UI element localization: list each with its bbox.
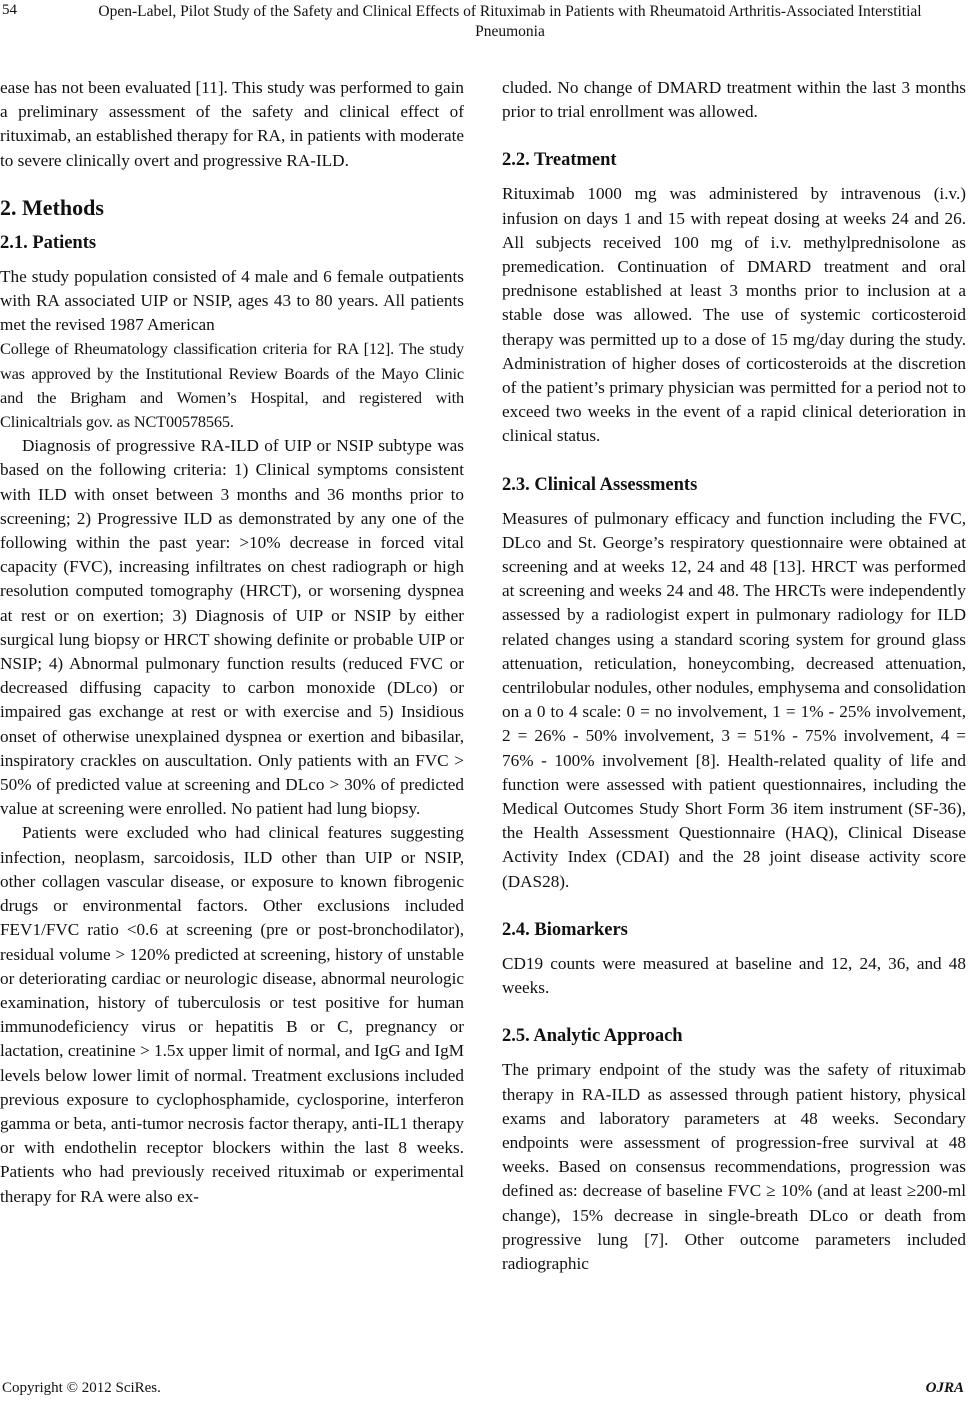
clinical-assessments-paragraph: Measures of pulmonary efficacy and function including the FVC, DLco and St. George’s respiratory questionnaire were obtained at screening and at weeks 12, 24 and 48 [13]. HRCT was performed at screening and weeks 24 and 48. The HRCTs were independently assessed by a radiologist expert in pulmonary radiology for ILD related changes using a standard scoring system for ground glass attenuation, reticulation, honeycombing, decreased attenuation, centrilobular nodules, other nodules, emphysema and consolidation on a 0 to 4 scale: 0 = no involvement, 1 = 1% - 25% involvement, 2 = 26% - 50% involvement, 3 = 51% - 75% involvement, 4 = 76% - 100% involvement [8]. Health-related quality of life and function were assessed with patient questionnaires, including the Medical Outcomes Study Short Form 36 item instrument (SF-36), the Health Assessment Questionnaire (HAQ), Clinical Disease Activity Index (CDAI) and the 28 joint disease activity score (DAS28). <box>502 508 966 891</box>
methods-heading: 2. Methods <box>0 194 104 220</box>
biomarkers-heading: 2.4. Biomarkers <box>502 919 628 940</box>
biomarkers-paragraph: CD19 counts were measured at baseline and 12, 24, 36, and 48 weeks. <box>502 953 966 998</box>
patients-paragraph-1b: College of Rheumatology classification criteria for RA [12]. The study was approved by the Institutional Review Boards of the Mayo Clinic and the Brigham and Women’s Hospital, and registered with Clinicaltrials gov. as NCT00578565. <box>0 339 464 432</box>
analytic-approach-heading: 2.5. Analytic Approach <box>502 1026 683 1047</box>
patients-heading: 2.1. Patients <box>0 232 97 253</box>
patients-paragraph-1a: The study population consisted of 4 male and 6 female outpatients with RA associated UIP or NSIP, ages 43 to 80 years. All patients met the revised 1987 American <box>0 266 464 335</box>
clinical-assessments-heading: 2.3. Clinical Assessments <box>502 474 698 495</box>
exclusion-continuation: cluded. No change of DMARD treatment within the last 3 months prior to trial enrollment was allowed. <box>502 78 966 122</box>
analytic-approach-paragraph: The primary endpoint of the study was the safety of rituximab therapy in RA-ILD as assessed through patient history, physical exams and laboratory parameters at 48 weeks. Secondary endpoints were assessment of progression-free survival at 48 weeks. Based on consensus recommendations, progression was defined as: decrease of baseline FVC ≥ 10% (and at least ≥200-ml change), 15% decrease in single-breath DLco or death from progressive lung [7]. Other outcome parameters included radiographic <box>502 1060 966 1273</box>
left-column <box>0 76 464 1209</box>
right-column <box>502 76 966 1276</box>
journal-abbreviation: OJRA <box>925 1380 964 1396</box>
page-number: 54 <box>2 2 17 18</box>
running-title: Open-Label, Pilot Study of the Safety and Clinical Effects of Rituximab in Patients with Rheumatoid Arthritis-Associated Interstitial Pneumonia <box>98 3 922 40</box>
patients-paragraph-2: Diagnosis of progressive RA-ILD of UIP or NSIP subtype was based on the following criteria: 1) Clinical symptoms consistent with ILD with onset between 3 months and 36 months prior to screening; 2) Progressive ILD as demonstrated by any one of the following within the past year: >10% decrease in forced vital capacity (FVC), increasing infiltrates on chest radiograph or high resolution computed tomography (HRCT), or worsening dyspnea at rest or on exertion; 3) Diagnosis of UIP or NSIP by either surgical lung biopsy or HRCT showing definite or probable UIP or NSIP; 4) Abnormal pulmonary function results (reduced FVC or decreased diffusing capacity to carbon monoxide (DLco) or impaired gas exchange at rest or with exercise and 5) Insidious onset of otherwise unexplained dyspnea or exertion and bibasilar, inspiratory crackles on auscultation. Only patients with an FVC > 50% of predicted value at screening and DLco > 30% of predicted value at screening were enrolled. No patient had lung biopsy. <box>0 436 464 819</box>
patients-paragraph-3: Patients were excluded who had clinical features suggesting infection, neoplasm, sarcoidosis, ILD other than UIP or NSIP, other collagen vascular disease, or exposure to known fibrogenic drugs or environmental factors. Other exclusions included FEV1/FVC ratio <0.6 at screening (pre or post-bronchodilator), residual volume > 120% predicted at screening, history of unstable or deteriorating cardiac or neurologic disease, abnormal neurologic examination, history of tuberculosis or test positive for human immunodeficiency virus or hepatitis B or C, pregnancy or lactation, creatinine > 1.5x upper limit of normal, and IgG and IgM levels below lower limit of normal. Treatment exclusions included previous exposure to cyclophosphamide, cyclosporine, interferon gamma or beta, anti-tumor necrosis factor therapy, anti-IL1 therapy or with endothelin receptor blockers within the last 8 weeks. Patients who had previously received rituximab or experimental therapy for RA were also ex- <box>0 823 464 1206</box>
intro-paragraph-end: ease has not been evaluated [11]. This study was performed to gain a preliminary assessment of the safety and clinical effect of rituximab, an established therapy for RA, in patients with moderate to severe clinically overt and progressive RA-ILD. <box>0 78 464 170</box>
treatment-paragraph: Rituximab 1000 mg was administered by intravenous (i.v.) infusion on days 1 and 15 with repeat dosing at weeks 24 and 26. All subjects received 100 mg of i.v. methylprednisolone as premedication. Continuation of DMARD treatment and oral prednisone established at least 3 months prior to inclusion at a stable dose was allowed. The use of systemic corticosteroid therapy was permitted up to a dose of 15 mg/day during the study. Administration of higher doses of corticosteroids at the discretion of the patient’s primary physician was permitted for a period not to exceed two weeks in the event of a rapid clinical deterioration in clinical status. <box>502 184 966 446</box>
copyright-notice: Copyright © 2012 SciRes. <box>2 1380 161 1396</box>
treatment-heading: 2.2. Treatment <box>502 150 617 171</box>
